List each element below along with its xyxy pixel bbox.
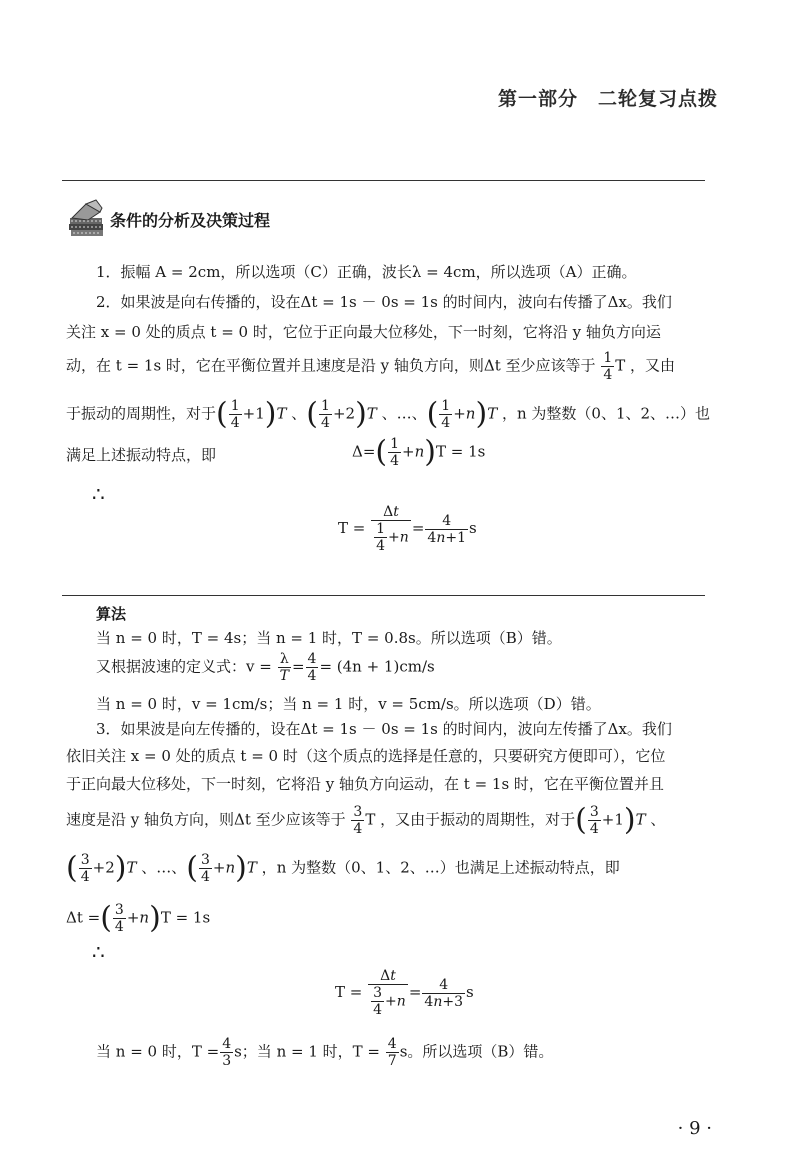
header-rule — [62, 180, 705, 181]
para-3-line-3: 于正向最大位移处，下一时刻，它将沿 y 轴负方向运动，在 t = 1s 时，它在平衡位置并且 — [66, 775, 664, 793]
algo-line-2: 又根据波速的定义式：v = $\frac{\lambda}{T}$ = $\frac{4}{4}$ = (4n + 1)cm/s — [96, 651, 435, 684]
therefore-symbol: ∴ — [92, 482, 105, 506]
algo-line-1: 当 n = 0 时，T = 4s；当 n = 1 时，T = 0.8s。所以选项（B）错。 — [96, 629, 562, 647]
equation-2: T = Δt $\frac{1}{4}$ +n = $\frac{4}{4n+1}$ s — [338, 504, 477, 554]
algo-line-3: 当 n = 0 时，v = 1cm/s；当 n = 1 时，v = 5cm/s。所以选项（D）错。 — [96, 695, 601, 713]
section-title: 条件的分析及决策过程 — [110, 211, 271, 230]
equation-1: Δ=( $\frac{1}{4}$ +n)T = 1s — [352, 434, 486, 470]
algorithm-heading: 算法 — [96, 605, 127, 623]
para-2-line-3: 动，在 t = 1s 时，它在平衡位置并且速度是沿 y 轴负方向，则Δt 至少应该等于 $\frac{1}{4}$ T ，又由 — [66, 350, 676, 383]
para-2-line-5: 满足上述振动特点，即 — [66, 446, 217, 464]
final-line: 当 n = 0 时，T = $\frac{4}{3}$ s；当 n = 1 时，T = $\frac{4}{7}$ s。所以选项（B）错。 — [96, 1036, 554, 1069]
books-icon — [66, 198, 106, 240]
fraction-1-4: $\frac{1}{4}$ — [603, 350, 613, 383]
para-3-line-4: 速度是沿 y 轴负方向，则Δt 至少应该等于 $\frac{3}{4}$ T ，又由于振动的周期性，对于( $\frac{3}{4}$ +1)T 、 — [66, 802, 666, 838]
para-3-line-2: 依旧关注 x = 0 处的质点 t = 0 时（这个质点的选择是任意的，只要研究方便即可），它位 — [66, 747, 666, 765]
para-2-line-1: 2．如果波是向右传播的，设在Δt = 1s － 0s = 1s 的时间内，波向右传播了Δx。我们 — [96, 293, 672, 311]
para-1: 1．振幅 A = 2cm，所以选项（C）正确，波长λ = 4cm，所以选项（A）正确。 — [96, 263, 637, 281]
para-3-line-1: 3．如果波是向左传播的，设在Δt = 1s － 0s = 1s 的时间内，波向左传播了Δx。我们 — [96, 720, 672, 738]
equation-3: Δt =( $\frac{3}{4}$ +n)T = 1s — [66, 900, 211, 936]
para-2-line-4: 于振动的周期性，对于( $\frac{1}{4}$ +1)T 、( $\frac{1}{4}$ +2)T 、…、( $\frac{1}{4}$ +n)T ，n 为整数（0、1、2、…）也 — [66, 396, 711, 432]
running-header: 第一部分 二轮复习点拨 — [497, 88, 718, 110]
equation-4: T = Δt $\frac{3}{4}$ +n = $\frac{4}{4n+3}$ s — [335, 968, 474, 1018]
therefore-symbol-2: ∴ — [92, 940, 105, 964]
para-2-line-2: 关注 x = 0 处的质点 t = 0 时，它位于正向最大位移处，下一时刻，它将沿 y 轴负方向运 — [66, 323, 661, 341]
para-3-line-5: ( $\frac{3}{4}$ +2)T 、…、( $\frac{3}{4}$ +n)T ，n 为整数（0、1、2、…）也满足上述振动特点，即 — [66, 850, 620, 886]
section-rule — [62, 595, 705, 596]
page-number: · 9 · — [677, 1118, 712, 1139]
